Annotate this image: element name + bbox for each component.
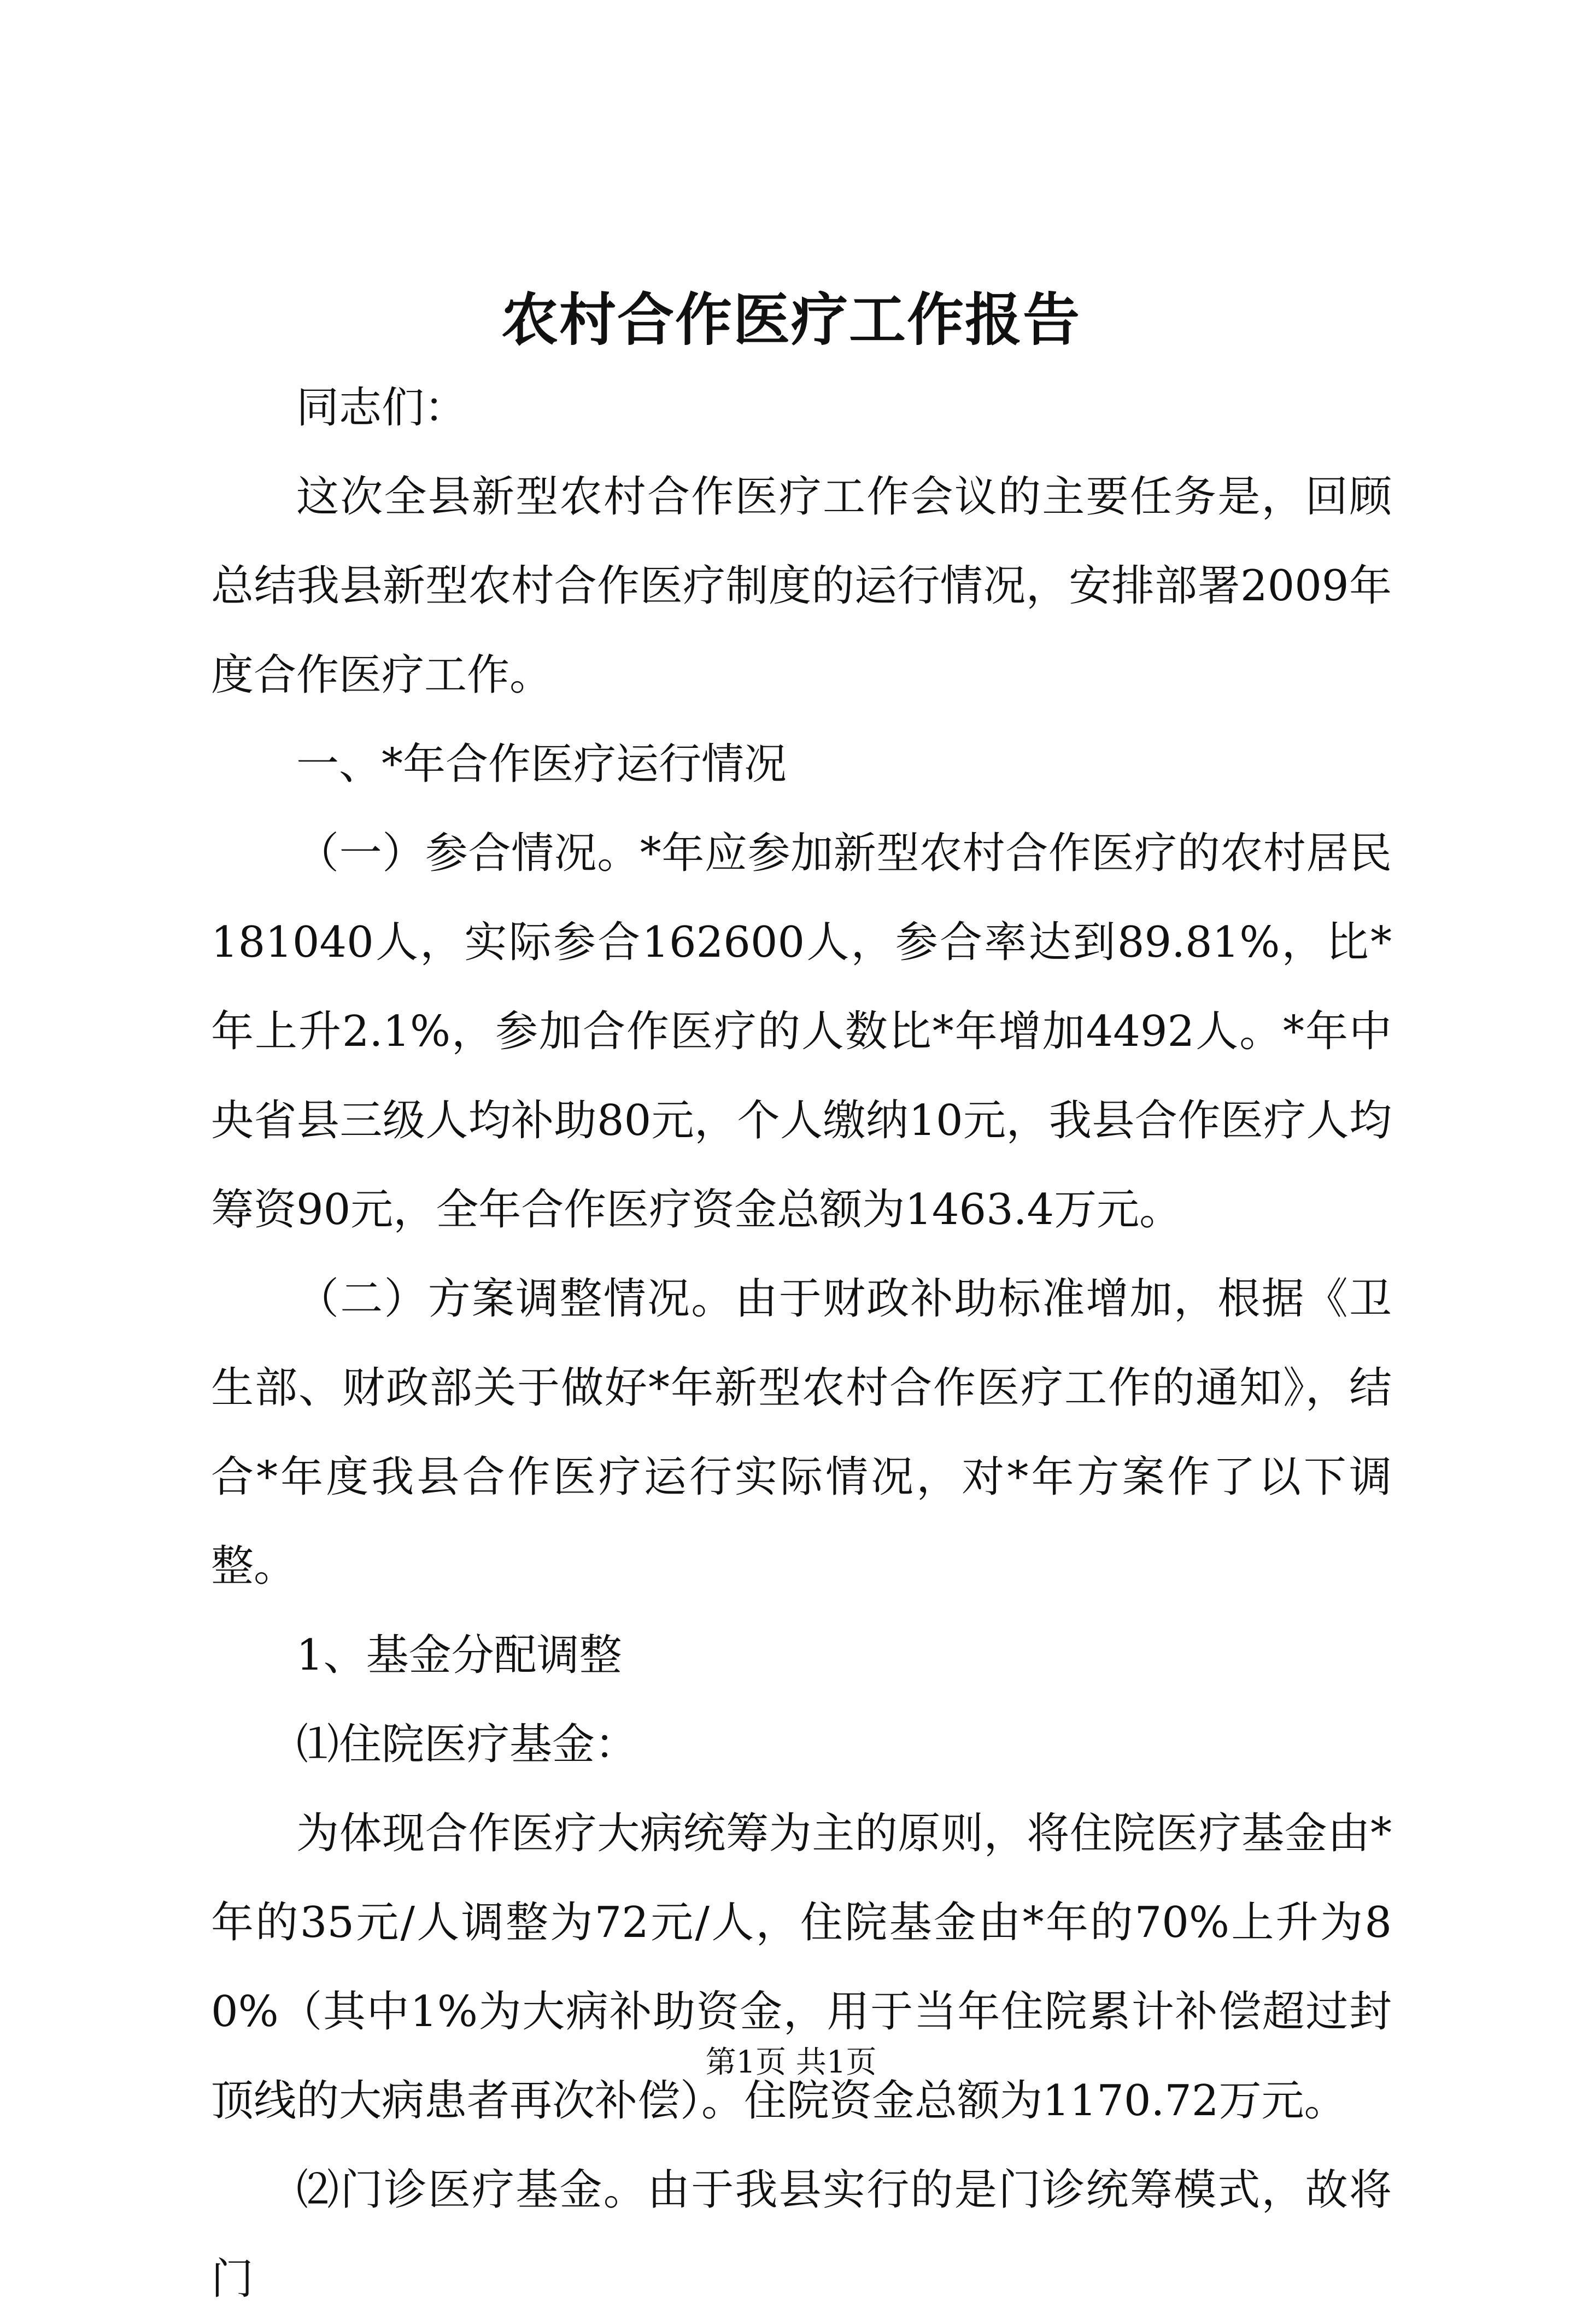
subheading-fund-allocation: 1、基金分配调整 [296, 1631, 622, 1680]
paragraph-enrollment: （一）参合情况。*年应参加新型农村合作医疗的农村居民181040人，实际参合162600人，参合率达到89.81%，比*年上升2.1%，参加合作医疗的人数比*年增加4492人。*年中央省县三级人均补助80元，个人缴纳10元，我县合作医疗人均筹资90元，全年合作医疗资金总额为1463.4万元。 [211, 829, 1392, 1234]
document-body [211, 364, 1392, 2324]
paragraph-intro: 这次全县新型农村合作医疗工作会议的主要任务是，回顾总结我县新型农村合作医疗制度的运行情况，安排部署2009年度合作医疗工作。 [211, 472, 1392, 700]
subheading-inpatient-fund: ⑴住院医疗基金： [296, 1720, 638, 1769]
paragraph-inpatient-fund: 为体现合作医疗大病统筹为主的原则，将住院医疗基金由*年的35元/人调整为72元/人，住院基金由*年的70%上升为80%（其中1%为大病补助资金，用于当年住院累计补偿超过封顶线的大病患者再次补偿）。住院资金总额为1170.72万元。 [211, 1809, 1392, 2126]
page-footer: 第1页 共1页 [705, 2045, 877, 2080]
paragraph-plan-adjustment: （二）方案调整情况。由于财政补助标准增加，根据《卫生部、财政部关于做好*年新型农村合作医疗工作的通知》，结合*年度我县合作医疗运行实际情况，对*年方案作了以下调整。 [211, 1274, 1392, 1591]
section-heading-1: 一、*年合作医疗运行情况 [296, 740, 787, 789]
paragraph-outpatient-fund: ⑵门诊医疗基金。由于我县实行的是门诊统筹模式，故将门 [211, 2165, 1392, 2304]
paragraph-salutation: 同志们： [296, 383, 467, 432]
document-title: 农村合作医疗工作报告 [501, 286, 1081, 353]
